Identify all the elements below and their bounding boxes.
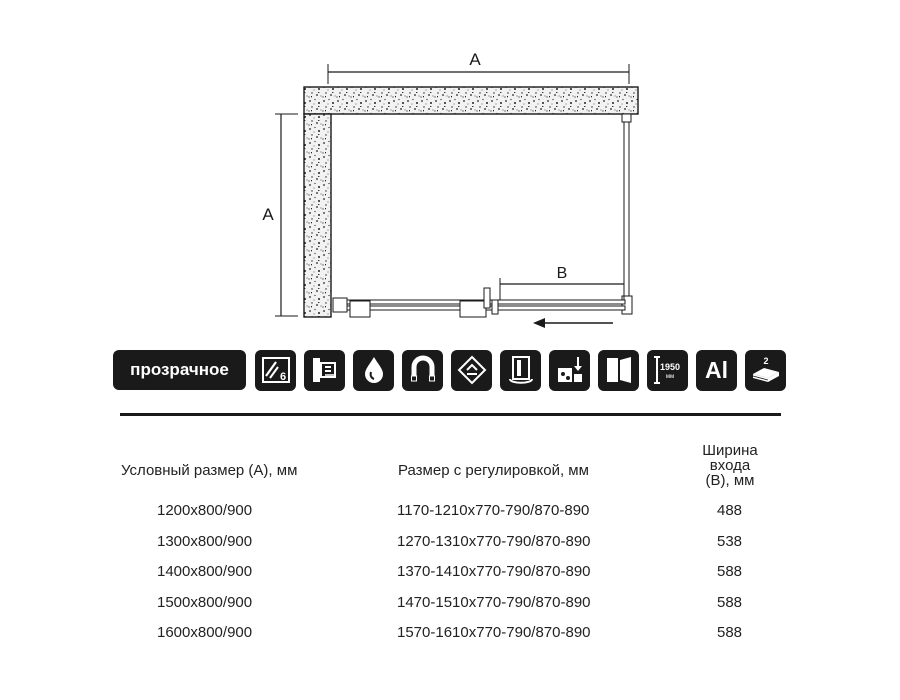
- header-entry-line3: (В), мм: [705, 472, 755, 489]
- dimension-a-top: [328, 50, 629, 84]
- cell-entry: 588: [717, 563, 743, 580]
- magnet-seal-icon: [402, 350, 443, 391]
- shower-plan-diagram: [0, 0, 900, 340]
- cell-size: 1300x800/900: [157, 533, 253, 550]
- dimension-a-side: [262, 114, 298, 316]
- wall-top: [304, 87, 638, 114]
- glass-thickness-icon: [255, 350, 296, 391]
- cell-entry: 588: [717, 624, 743, 641]
- height-unit: мм: [665, 374, 674, 380]
- sliding-door-icon: [598, 350, 639, 391]
- cell-adjust: 1270-1310x770-790/870-890: [397, 533, 591, 550]
- cell-size: 1500x800/900: [157, 594, 253, 611]
- cell-entry: 588: [717, 594, 743, 611]
- wall-mount-icon: [304, 350, 345, 391]
- feature-icons-row: [113, 349, 794, 391]
- height-value: 1950: [659, 362, 680, 372]
- height-icon: [647, 350, 688, 391]
- glass-thickness-value: 6: [279, 371, 286, 383]
- cell-adjust: 1170-1210x770-790/870-890: [397, 502, 590, 519]
- header-entry-width: [690, 443, 770, 488]
- cell-size: 1400x800/900: [157, 563, 253, 580]
- aluminium-profile-icon: [696, 350, 737, 391]
- header-entry-line1: Ширина: [702, 442, 758, 459]
- cell-size: 1600x800/900: [157, 624, 253, 641]
- dimension-b: [500, 265, 624, 300]
- warranty-icon: [745, 350, 786, 391]
- cell-adjust: 1370-1410x770-790/870-890: [397, 563, 591, 580]
- cell-adjust: 1470-1510x770-790/870-890: [397, 594, 591, 611]
- warranty-years: 2: [762, 356, 769, 366]
- cell-entry: 538: [717, 533, 743, 550]
- dimension-a-side-label: A: [262, 205, 274, 224]
- dimension-b-label: B: [556, 265, 568, 282]
- divider: [120, 413, 781, 416]
- reversible-icon: [451, 350, 492, 391]
- cell-entry: 488: [717, 502, 743, 519]
- water-repellent-icon: [353, 350, 394, 391]
- cell-size: 1200x800/900: [157, 502, 253, 519]
- header-size: Условный размер (А), мм: [121, 462, 298, 479]
- front-sliding-glass: [333, 288, 625, 317]
- sliding-direction-arrow: [533, 318, 613, 328]
- cell-adjust: 1570-1610x770-790/870-890: [397, 624, 591, 641]
- dimension-a-top-label: A: [469, 50, 481, 69]
- easy-install-icon: [549, 350, 590, 391]
- header-adjust: Размер с регулировкой, мм: [398, 462, 589, 479]
- material-label: Al: [705, 356, 728, 383]
- header-entry-line2: входа: [709, 457, 751, 474]
- adjustable-profile-icon: [500, 350, 541, 391]
- glass-type-badge: прозрачное: [113, 350, 246, 390]
- wall-left: [304, 114, 331, 317]
